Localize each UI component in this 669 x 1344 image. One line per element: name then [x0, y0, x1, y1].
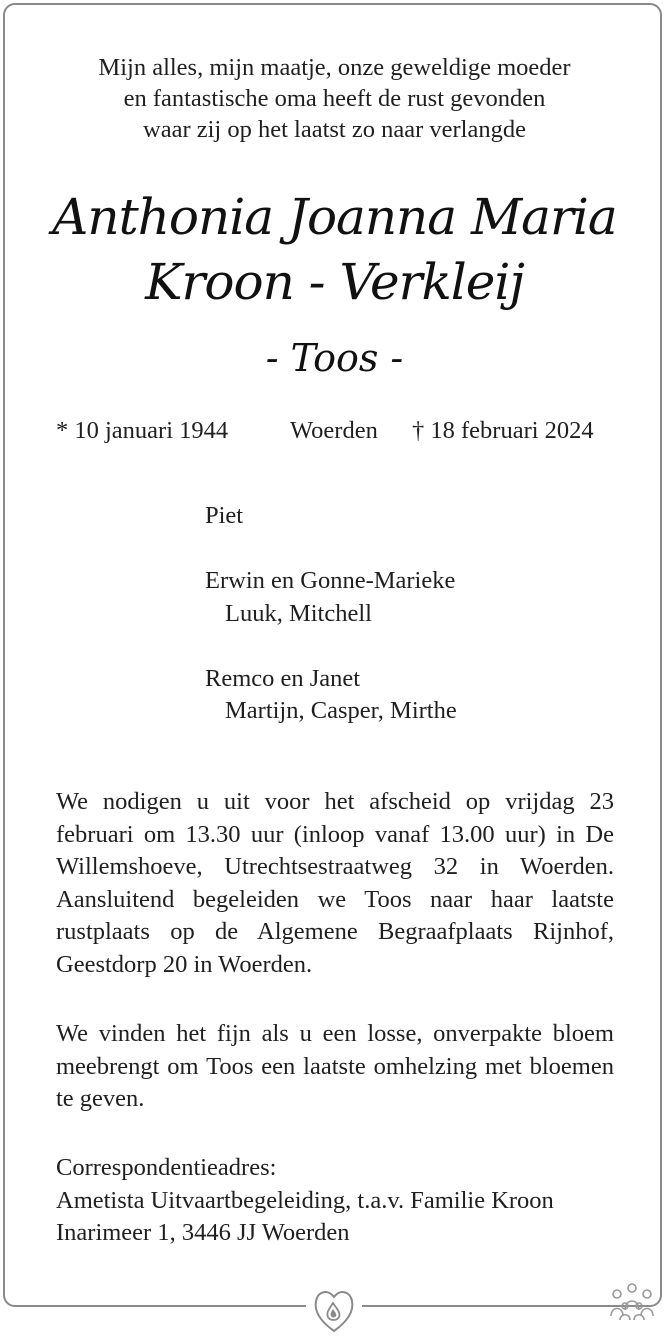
- family-people-icon: [606, 1282, 658, 1322]
- family-child: Remco en Janet: [205, 664, 361, 692]
- correspondence-line: Inarimeer 1, 3446 JJ Woerden: [56, 1219, 350, 1246]
- family-grandchildren: Martijn, Casper, Mirthe: [225, 697, 457, 724]
- full-name-line1: Anthonia Joanna Maria: [52, 188, 617, 246]
- correspondence-block: [56, 1152, 614, 1250]
- full-name-line2: Kroon - Verkleij: [145, 253, 524, 311]
- flowers-paragraph: [56, 1018, 614, 1116]
- nickname: - Toos -: [265, 336, 404, 380]
- flowers-text: We vinden het fijn als u een losse, onverpakte bloem meebrengt om Toos een laatste omhelzing met bloemen te geven.: [56, 1020, 614, 1112]
- farewell-paragraph: [56, 786, 614, 981]
- death-date: † 18 februari 2024: [412, 417, 594, 444]
- intro-line: waar zij op het laatst zo naar verlangde: [143, 116, 526, 143]
- place: Woerden: [290, 417, 378, 444]
- correspondence-line: Ametista Uitvaartbegeleiding, t.a.v. Familie Kroon: [56, 1186, 554, 1214]
- family-child: Erwin en Gonne-Marieke: [205, 567, 456, 594]
- heart-drop-icon: [306, 1279, 362, 1339]
- family-partner: Piet: [205, 502, 244, 529]
- correspondence-label: Correspondentieadres:: [56, 1154, 277, 1181]
- intro-line: Mijn alles, mijn maatje, onze geweldige moeder: [98, 54, 571, 81]
- intro-line: en fantastische oma heeft de rust gevonden: [123, 85, 546, 112]
- intro-text: [0, 52, 669, 145]
- farewell-text: We nodigen u uit voor het afscheid op vrijdag 23 februari om 13.30 uur (inloop vanaf 13.00 uur) in De Willemshoeve, Utrechtsestraatweg 32 in Woerden. Aansluitend begeleiden we Toos naar haar laatste rustplaats op de Algemene Begraafplaats Rijnhof, Geestdorp 20 in Woerden.: [56, 788, 614, 978]
- family-grandchildren: Luuk, Mitchell: [225, 599, 372, 627]
- family-list: [205, 500, 457, 728]
- birth-date: * 10 januari 1944: [56, 417, 229, 444]
